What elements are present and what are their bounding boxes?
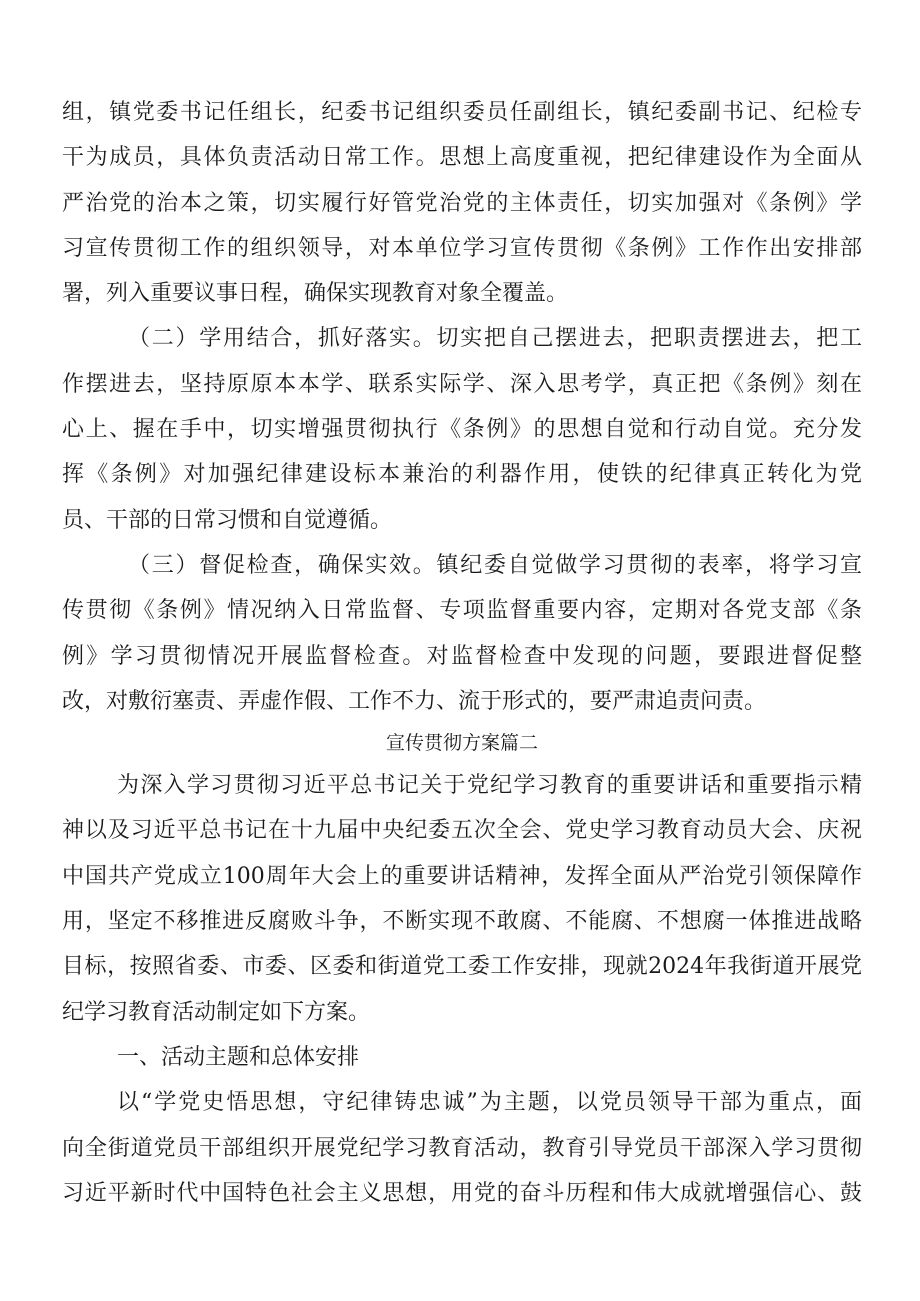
text-line: 干为成员，具体负责活动日常工作。思想上高度重视，把纪律建设作为全面从 <box>62 145 862 171</box>
heading-activity-theme: 一、活动主题和总体安排 <box>117 1044 360 1070</box>
section-title: 宣传贯彻方案篇二 <box>385 732 538 755</box>
paragraph-2 <box>62 316 862 542</box>
text-line: 作摆进去，坚持原原本本学、联系实际学、深入思考学，真正把《条例》刻在 <box>62 371 862 397</box>
text-line: 改，对敷衍塞责、弄虚作假、工作不力、流于形式的，要严肃追责问责。 <box>62 688 767 714</box>
text-line: 例》学习贯彻情况开展监督检查。对监督检查中发现的问题，要跟进督促整 <box>62 643 862 669</box>
text-line: 组，镇党委书记任组长，纪委书记组织委员任副组长，镇纪委副书记、纪检专 <box>62 100 862 125</box>
text-line: 神以及习近平总书记在十九届中央纪委五次全会、党史学习教育动员大会、庆祝 <box>62 818 862 844</box>
text-line: 向全街道党员干部组织开展党纪学习教育活动，教育引导党员干部深入学习贯彻 <box>62 1135 862 1161</box>
paragraph-4 <box>62 763 862 1035</box>
text-line: （三）督促检查，确保实效。镇纪委自觉做学习贯彻的表率，将学习宣 <box>128 552 862 578</box>
text-line: 挥《条例》对加强纪律建设标本兼治的利器作用，使铁的纪律真正转化为党 <box>62 462 862 488</box>
text-line: 心上、握在手中，切实增强贯彻执行《条例》的思想自觉和行动自觉。充分发 <box>62 417 862 443</box>
text-line: 纪学习教育活动制定如下方案。 <box>62 999 371 1025</box>
paragraph-3 <box>62 543 862 724</box>
text-line: 中国共产党成立100周年大会上的重要讲话精神，发挥全面从严治党引领保障作 <box>62 863 862 889</box>
text-line: 员、干部的日常习惯和自觉遵循。 <box>62 507 393 533</box>
paragraph-5 <box>62 1080 862 1216</box>
text-line: 目标，按照省委、市委、区委和街道党工委工作安排，现就2024年我街道开展党 <box>62 954 862 980</box>
text-line: 署，列入重要议事日程，确保实现教育对象全覆盖。 <box>62 281 569 307</box>
text-line: 严治党的治本之策，切实履行好管党治党的主体责任，切实加强对《条例》学 <box>62 190 862 216</box>
text-line: 用，坚定不移推进反腐败斗争，不断实现不敢腐、不能腐、不想腐一体推进战略 <box>62 909 862 935</box>
text-line: 习宣传贯彻工作的组织领导，对本单位学习宣传贯彻《条例》工作作出安排部 <box>62 235 862 261</box>
paragraph-1 <box>62 90 862 316</box>
text-line: 传贯彻《条例》情况纳入日常监督、专项监督重要内容，定期对各党支部《条 <box>62 598 862 624</box>
text-line: （二）学用结合，抓好落实。切实把自己摆进去，把职责摆进去，把工 <box>128 326 862 352</box>
text-line: 习近平新时代中国特色社会主义思想，用党的奋斗历程和伟大成就增强信心、鼓 <box>62 1180 862 1206</box>
text-line: 以“学党史悟思想，守纪律铸忠诚”为主题，以党员领导干部为重点，面 <box>117 1090 862 1116</box>
document-page <box>62 90 862 1216</box>
text-line: 为深入学习贯彻习近平总书记关于党纪学习教育的重要讲话和重要指示精 <box>117 773 862 799</box>
